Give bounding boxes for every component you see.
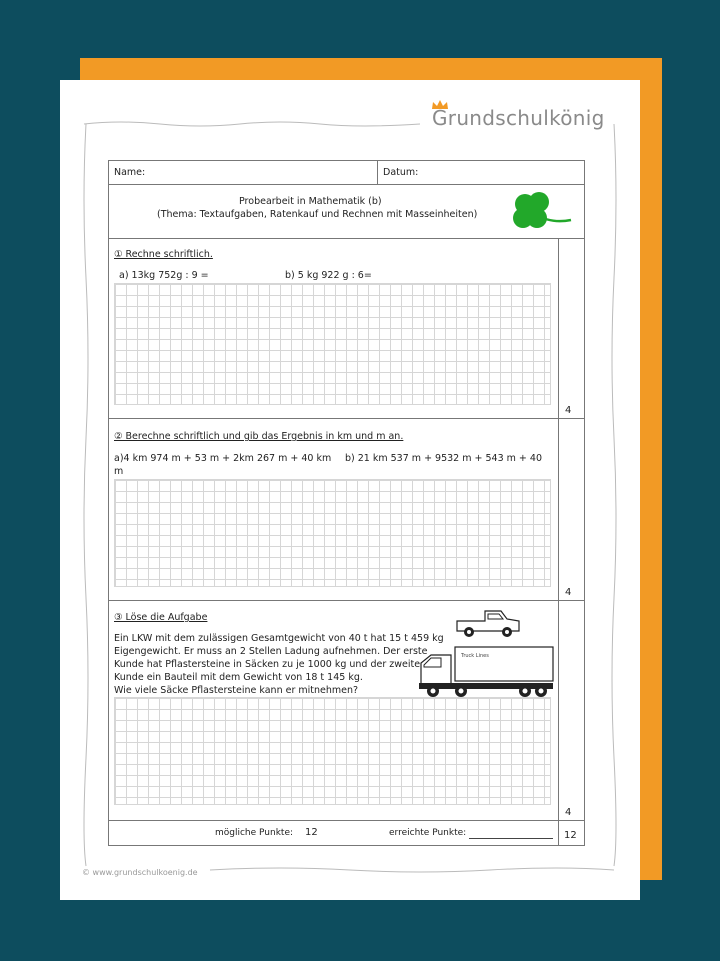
task-2a: a)4 km 974 m + 53 m + 2km 267 m + 40 km bbox=[114, 453, 332, 464]
date-label: Datum: bbox=[383, 167, 419, 178]
task-2-title: ② Berechne schriftlich und gib das Ergebnis in km und m an. bbox=[114, 431, 404, 442]
name-date-row bbox=[109, 161, 584, 185]
title-line-2: (Thema: Textaufgaben, Ratenkauf und Rechnen mit Masseinheiten) bbox=[157, 209, 478, 220]
task-3-points: 4 bbox=[565, 807, 572, 818]
summary-row bbox=[109, 821, 584, 845]
task-3-line-1: Ein LKW mit dem zulässigen Gesamtgewicht von 40 t hat 15 t 459 kg bbox=[114, 633, 444, 644]
task-1a: a) 13kg 752g : 9 = bbox=[119, 270, 209, 281]
pickup-truck-icon bbox=[455, 607, 521, 639]
task-2 bbox=[109, 419, 584, 601]
task-1-grid bbox=[114, 283, 551, 405]
task-1-title: ① Rechne schriftlich. bbox=[114, 249, 213, 260]
task-2a-continued: m bbox=[114, 466, 124, 477]
achieved-points-label: erreichte Punkte: bbox=[389, 828, 467, 838]
task-1b: b) 5 kg 922 g : 6= bbox=[285, 270, 372, 281]
possible-points-label: mögliche Punkte: bbox=[215, 828, 294, 838]
task-3 bbox=[109, 601, 584, 821]
brand-logo: Grundschulkönig bbox=[432, 106, 605, 130]
task-3-line-5: Wie viele Säcke Pflastersteine kann er mitnehmen? bbox=[114, 685, 359, 696]
title-row bbox=[109, 185, 584, 239]
clover-icon bbox=[503, 190, 573, 236]
footer-url: © www.grundschulkoenig.de bbox=[82, 868, 198, 877]
name-label: Name: bbox=[114, 167, 146, 178]
task-3-line-4: Kunde ein Bauteil mit dem Gewicht von 18 t 145 kg. bbox=[114, 672, 363, 683]
task-3-line-3: Kunde hat Pflastersteine in Säcken zu je 1000 kg und der zweite bbox=[114, 659, 421, 670]
name-date-divider bbox=[377, 161, 378, 185]
task-3-grid bbox=[114, 697, 551, 805]
task-3-line-2: Eigengewicht. Er muss an 2 Stellen Ladung aufnehmen. Der erste bbox=[114, 646, 428, 657]
possible-points-value: 12 bbox=[305, 827, 318, 838]
title-line-1: Probearbeit in Mathematik (b) bbox=[239, 196, 382, 207]
task-3-title: ③ Löse die Aufgabe bbox=[114, 612, 208, 623]
task-2b: b) 21 km 537 m + 9532 m + 543 m + 40 bbox=[345, 453, 542, 464]
test-frame bbox=[108, 160, 585, 846]
task-2-grid bbox=[114, 479, 551, 587]
task-1 bbox=[109, 239, 584, 419]
task-1-points: 4 bbox=[565, 405, 572, 416]
achieved-points-line bbox=[469, 838, 553, 839]
truck-label: Truck Lines bbox=[461, 653, 489, 659]
total-points: 12 bbox=[564, 830, 577, 841]
task-2-points: 4 bbox=[565, 587, 572, 598]
